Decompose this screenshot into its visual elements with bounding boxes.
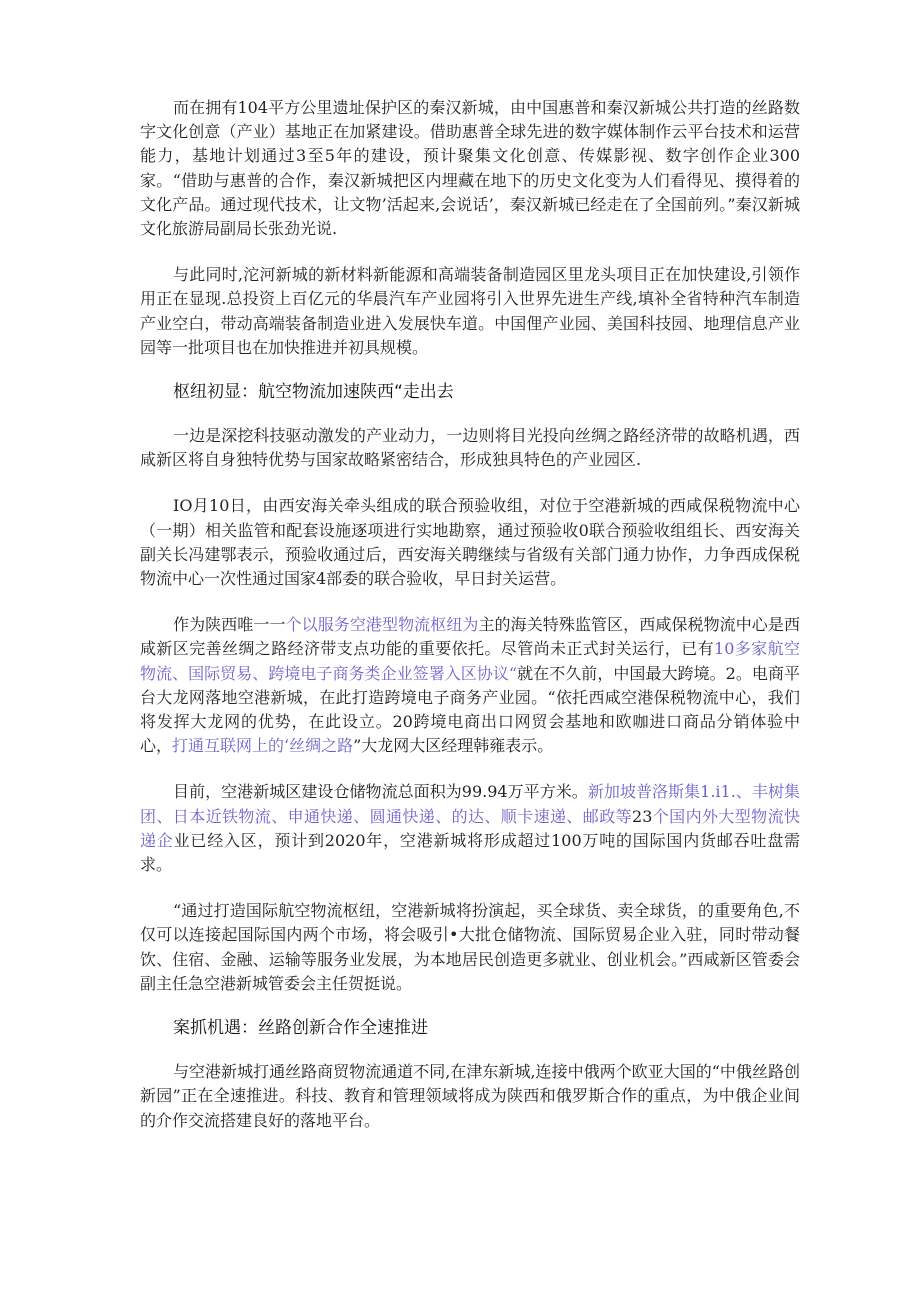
text-segment: 作为陕西唯一一 [173,615,286,635]
paragraph-sino-russian-park: 与空港新城打通丝路商贸物流通道不同,在津东新城,连接中俄两个欧亚大国的“中俄丝路创新园”正在全速推进。科技、教育和管理领域将成为陕西和俄罗斯合作的重点，为中俄企业间的介作交流搭建良好的落地平台。 [140,1062,800,1130]
section-heading-opportunity: 案抓机遇：丝路创新合作全速推进 [173,1018,428,1039]
paragraph-aviation-hub-quote: “通过打造国际航空物流枢纽，空港新城将扮演起，买全球货、卖全球货，的重要角色,不仅可以连接起国际国内两个市场，将会吸引•大批仓储物流、国际贸易企业入驻，同时带动餐饮、住宿、金融、运输等服务业发展，为本地居民创造更多就业、创业机会。”西咸新区管委会副主任急空港新城管委会主任贺挺说。 [140,901,800,993]
paragraph-bonded-logistics [140,613,800,758]
paragraph-warehouse-area [140,780,800,877]
text-segment: 23 [632,806,653,826]
text-segment: ”大龙网大区经理韩雍表示。 [353,736,554,756]
paragraph-fenghe-new-city: 与此同时,沱河新城的新材料新能源和高端装备制造园区里龙头项目正在加快建设,引领作用正在显现.总投资上百亿元的华晨汽车产业园将引入世界先进生产线,填补全省特种汽车制造产业空白，带动高端装备制造业进入发展快车道。中国俚产业园、美国科技园、地理信息产业园等一批项目也在加快推进并初具规模。 [140,265,800,357]
highlight-text: 打通互联网上的‘丝绸之路 [172,736,354,756]
section-heading-hub: 枢纽初显：航空物流加速陕西“走出去 [173,382,454,403]
text-segment: 目前，空港新城区建设仓储物流总面积为99.94万平方米。 [173,782,588,802]
text-segment: 业已经入区，预计到2020年，空港新城将形成超过100万吨的国际国内货邮吞吐盘需求。 [140,830,800,875]
paragraph-industry-strategy: 一边是深挖科技驱动激发的产业动力，一边则将目光投向丝绸之路经济带的故略机遇，西咸新区将自身独特优势与国家故略紧密结合，形成独具特色的产业园区. [140,426,800,470]
highlight-text: 新加坡普洛斯集1.i1.、丰树集团、日本近铁物流、申通快递、圆通快递、的达、顺卡速递、邮政等 [140,782,800,826]
highlight-text: 个以服务空港型物流枢纽为 [285,615,479,635]
paragraph-qinhan-digital-base: 而在拥有104平方公里遗址保护区的秦汉新城，由中国惠普和秦汉新城公共打造的丝路数字文化创意（产业）基地正在加紧建设。借助惠普全球先进的数字媒体制作云平台技术和运营能力，基地计划通过3至5年的建设，预计聚集文化创意、传媒影视、数字创作企业300家。“借助与惠普的合作，秦汉新城把区内埋藏在地下的历史文化变为人们看得见、摸得着的文化产品。通过现代技术，让文物’活起来,会说话’，秦汉新城已经走在了全国前列。”秦汉新城文化旅游局副局长张劲光说. [140,98,800,239]
text-segment: 就在不久前，中国最大跨境。2。电商平台大龙网落地空港新城，在此打造跨境电子商务产业园。“依托西咸空港保税物流中心，我们将发挥大龙网的优势，在此设立。20跨境电商出口网贸会基地和欧咖进口商品分销体验中心， [140,663,800,756]
text-segment: 主的海关特殊监管区，西咸保税物流中心是西咸新区完善丝绸之路经济带支点功能的重要依托。尽管尚未正式封关运行，已有 [140,615,800,659]
highlight-text: 10多家航空物流、国际贸易、跨境电子商务类企业签署入区协议“ [140,639,800,683]
document-page [140,96,800,1133]
highlight-text: 个国内外大型物流快递企 [140,806,800,850]
paragraph-customs-inspection: IO月10日，由西安海关牵头组成的联合预验收组，对位于空港新城的西咸保税物流中心（一期）相关监管和配套设施逐项进行实地勘察，通过预验收0联合预验收组组长、西安海关副关长冯建鄂表示，预验收通过后，西安海关聘继续与省级有关部门通力协作，力争西成保税物流中心一次性通过国家4部委的联合验收，早日封关运营。 [140,496,800,589]
